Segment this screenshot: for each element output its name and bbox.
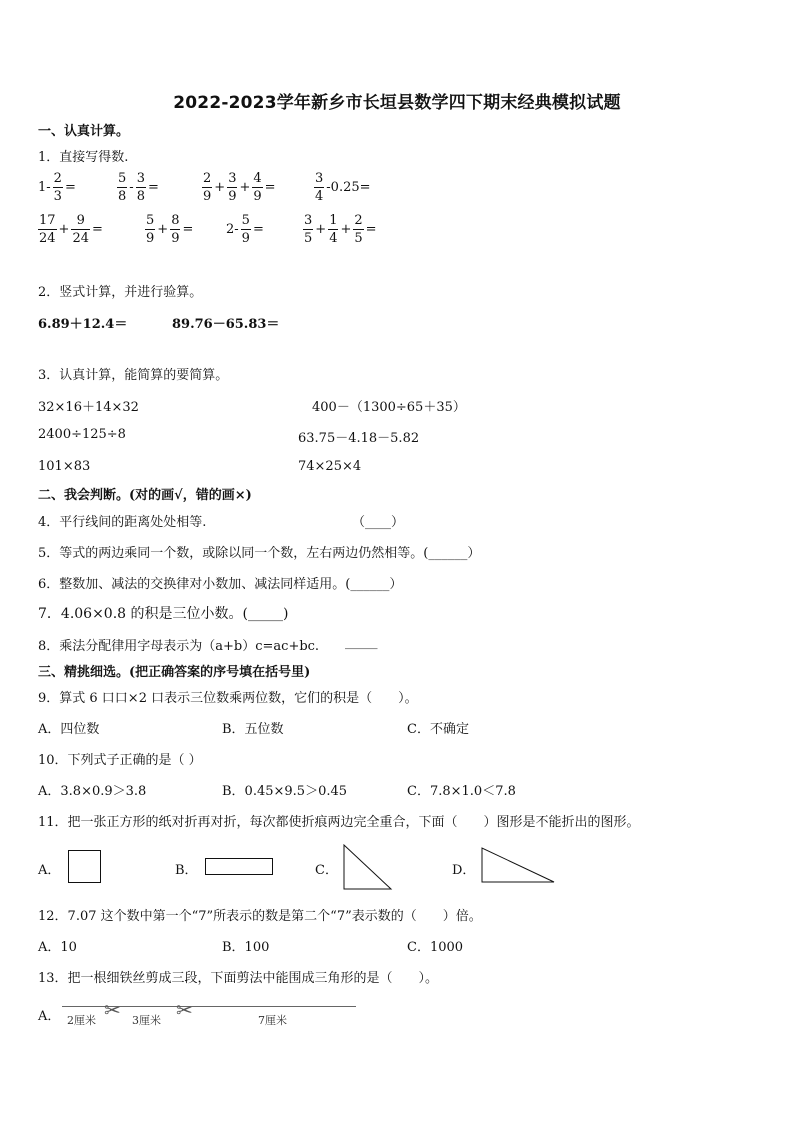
q3-label: 3．认真计算，能简算的要简算。 <box>38 368 229 383</box>
operator: + <box>315 222 327 237</box>
fraction: $\frac{1}{4}$ <box>329 213 338 246</box>
segment-label: 7厘米 <box>258 1014 287 1027</box>
fraction: $\frac{3}{5}$ <box>304 213 313 246</box>
expr-text: = <box>64 180 76 195</box>
q10-text: 10．下列式子正确的是（ ） <box>38 753 202 768</box>
q1-expr-3 <box>202 172 276 203</box>
fraction: $\frac{3}{9}$ <box>228 171 237 204</box>
segment-label: 2厘米 <box>67 1014 96 1027</box>
expr-text: 2- <box>226 222 239 237</box>
q13-option-a[interactable]: A． <box>38 1009 61 1024</box>
q6-text: 6．整数加、减法的交换律对小数加、减法同样适用。(______） <box>38 577 403 592</box>
fraction: $\frac{3}{4}$ <box>315 171 324 204</box>
rectangle-shape <box>205 858 273 875</box>
fraction: $\frac{3}{8}$ <box>136 171 145 204</box>
fraction: $\frac{5}{9}$ <box>241 213 250 246</box>
q8-answer-blank[interactable]: _____ <box>345 635 378 650</box>
q12-option-b[interactable]: B．100 <box>222 940 270 955</box>
q4-answer-blank[interactable]: （____） <box>352 515 405 530</box>
q1-expr-6 <box>145 214 193 245</box>
scissors-icon: ✂ <box>104 998 121 1022</box>
fraction: $\frac{17}{24}$ <box>39 213 56 246</box>
q3-item-4: 63.75－4.18－5.82 <box>298 431 420 446</box>
operator: + <box>58 222 70 237</box>
operator: - <box>129 180 134 195</box>
q5-text: 5．等式的两边乘同一个数，或除以同一个数，左右两边仍然相等。(______） <box>38 546 481 561</box>
q11-option-b[interactable]: B． <box>175 863 198 878</box>
right-isosceles-triangle-shape <box>343 844 393 890</box>
fraction: $\frac{5}{9}$ <box>146 213 155 246</box>
q9-option-b[interactable]: B．五位数 <box>222 722 284 737</box>
q12-text: 12．7.07 这个数中第一个“7”所表示的数是第二个“7”表示数的（ ）倍。 <box>38 909 482 924</box>
q11-option-d[interactable]: D． <box>452 863 476 878</box>
q12-option-c[interactable]: C．1000 <box>407 940 464 955</box>
fraction: $\frac{8}{9}$ <box>171 213 180 246</box>
q11-option-a[interactable]: A． <box>38 863 61 878</box>
q8-text: 8．乘法分配律用字母表示为（a+b）c=ac+bc. <box>38 639 320 654</box>
q7-text: 7．4.06×0.8 的积是三位小数。(_____) <box>38 606 289 622</box>
expr-text: = <box>264 180 276 195</box>
q9-option-a[interactable]: A．四位数 <box>38 722 100 737</box>
q12-option-a[interactable]: A．10 <box>38 940 77 955</box>
q9-option-c[interactable]: C．不确定 <box>407 722 469 737</box>
q1-expr-7 <box>226 214 264 245</box>
q1-expr-1 <box>38 172 76 203</box>
expr-text: 1- <box>38 180 51 195</box>
q4-text: 4．平行线间的距离处处相等. <box>38 515 207 530</box>
q11-option-c[interactable]: C． <box>315 863 338 878</box>
q10-option-b[interactable]: B．0.45×9.5＞0.45 <box>222 784 348 799</box>
q3-item-2: 400－（1300÷65＋35） <box>312 400 466 415</box>
q2-label: 2．竖式计算，并进行验算。 <box>38 285 203 300</box>
q10-option-a[interactable]: A．3.8×0.9＞3.8 <box>38 784 147 799</box>
fraction: $\frac{9}{24}$ <box>72 213 89 246</box>
operator: + <box>239 180 251 195</box>
expr-text: = <box>147 180 159 195</box>
operator: + <box>214 180 226 195</box>
q1-expr-5 <box>38 214 103 245</box>
segment-label: 3厘米 <box>132 1014 161 1027</box>
expr-text: -0.25= <box>326 180 371 195</box>
fraction: $\frac{2}{3}$ <box>53 171 62 204</box>
q3-item-5: 101×83 <box>38 459 91 474</box>
q10-option-c[interactable]: C．7.8×1.0＜7.8 <box>407 784 516 799</box>
section-1-heading: 一、认真计算。 <box>38 124 130 139</box>
square-shape <box>68 850 101 883</box>
q2-item-2: 89.76－65.83＝ <box>172 317 280 332</box>
operator: + <box>340 222 352 237</box>
q1-label: 1．直接写得数. <box>38 150 129 165</box>
q1-expr-8 <box>303 214 377 245</box>
operator: + <box>157 222 169 237</box>
q3-item-6: 74×25×4 <box>298 459 362 474</box>
scissors-icon: ✂ <box>176 998 193 1022</box>
q3-item-1: 32×16＋14×32 <box>38 400 139 415</box>
expr-text: = <box>252 222 264 237</box>
expr-text: = <box>182 222 194 237</box>
fraction: $\frac{4}{9}$ <box>253 171 262 204</box>
right-triangle-shape <box>481 847 556 884</box>
fraction: $\frac{2}{9}$ <box>203 171 212 204</box>
section-3-heading: 三、精挑细选。(把正确答案的序号填在括号里) <box>38 665 311 680</box>
q11-text: 11．把一张正方形的纸对折再对折，每次都使折痕两边完全重合，下面（ ）图形是不能折出的图形。 <box>38 815 640 830</box>
page-title: 2022-2023学年新乡市长垣县数学四下期末经典模拟试题 <box>173 93 621 113</box>
fraction: $\frac{5}{8}$ <box>118 171 127 204</box>
q1-expr-4 <box>314 172 371 203</box>
expr-text: = <box>365 222 377 237</box>
q2-item-1: 6.89＋12.4＝ <box>38 317 128 332</box>
expr-text: = <box>92 222 103 237</box>
q3-item-3: 2400÷125÷8 <box>38 427 126 442</box>
q9-text: 9．算式 6 口口×2 口表示三位数乘两位数，它们的积是（ ）。 <box>38 691 418 706</box>
section-2-heading: 二、我会判断。(对的画√，错的画×) <box>38 488 252 503</box>
q1-expr-2 <box>117 172 159 203</box>
fraction: $\frac{2}{5}$ <box>354 213 363 246</box>
q13-text: 13．把一根细铁丝剪成三段，下面剪法中能围成三角形的是（ ）。 <box>38 971 439 986</box>
